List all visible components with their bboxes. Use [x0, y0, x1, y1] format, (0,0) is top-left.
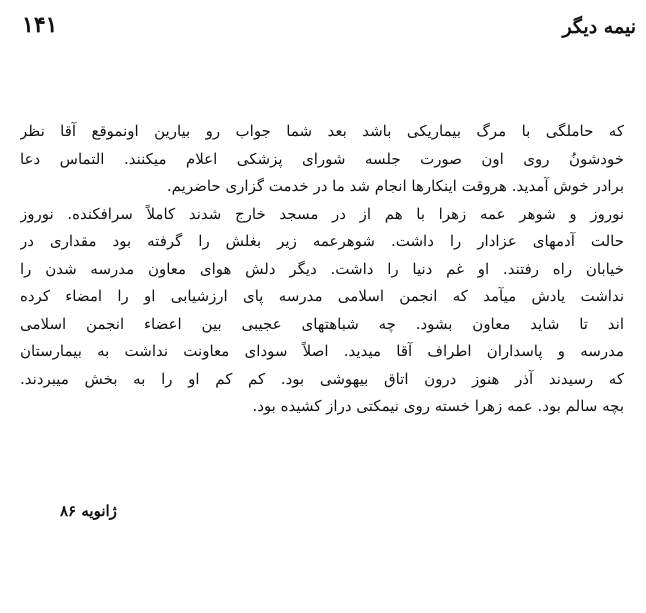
text-line: اند تا شاید معاون بشود. چه شباهتهای عجیبی بین اعضاء انجمن اسلامی	[20, 314, 624, 333]
page-number: ۱۴۱	[22, 12, 58, 38]
text-line: که حاملگی با مرگ بیماریکی باشد بعد شما جواب رو بیارین اونموقع آقا نظر	[20, 122, 624, 140]
text-line: خیابان راه رفتند. او غم دنیا را داشت. دیگر دلش هوای معاون مدرسه شدن را	[20, 259, 624, 278]
body-paragraph	[20, 118, 624, 421]
text-line: حالت آدمهای عزادار را داشت. شوهرعمه زیر بغلش را گرفته بود مقداری در	[20, 232, 624, 250]
text-line: بچه سالم بود. عمه زهرا خسته روی نیمکتی دراز کشیده بود.	[252, 397, 624, 415]
text-line: نداشت یادش میآمد که انجمن اسلامی مدرسه پای ارزشیابی او را امضاء کرده	[20, 287, 624, 305]
text-line: که رسیدند آذر هنوز درون اتاق بیهوشی بود. کم کم او را به بخش میبردند.	[20, 369, 624, 388]
text-line: مدرسه و پاسداران اطراف آقا میدید. اصلاً سودای معاونت نداشت به بیمارستان	[20, 342, 624, 360]
text-line: برادر خوش آمدید. هروقت اینکارها انجام شد ما در خدمت گزاری حاضریم.	[166, 177, 624, 195]
text-line: خودشونُ روی اون صورت جلسه شورای پزشکی اعلام میکنند. التماس دعا	[20, 149, 624, 168]
book-title-header: نیمه دیگر	[562, 16, 636, 38]
text-line: نوروز و شوهر عمه زهرا با هم از در مسجد خارج شدند کاملاً سرافکنده. نوروز	[20, 204, 624, 223]
date-signature: ژانویه ۸۶	[60, 502, 117, 520]
